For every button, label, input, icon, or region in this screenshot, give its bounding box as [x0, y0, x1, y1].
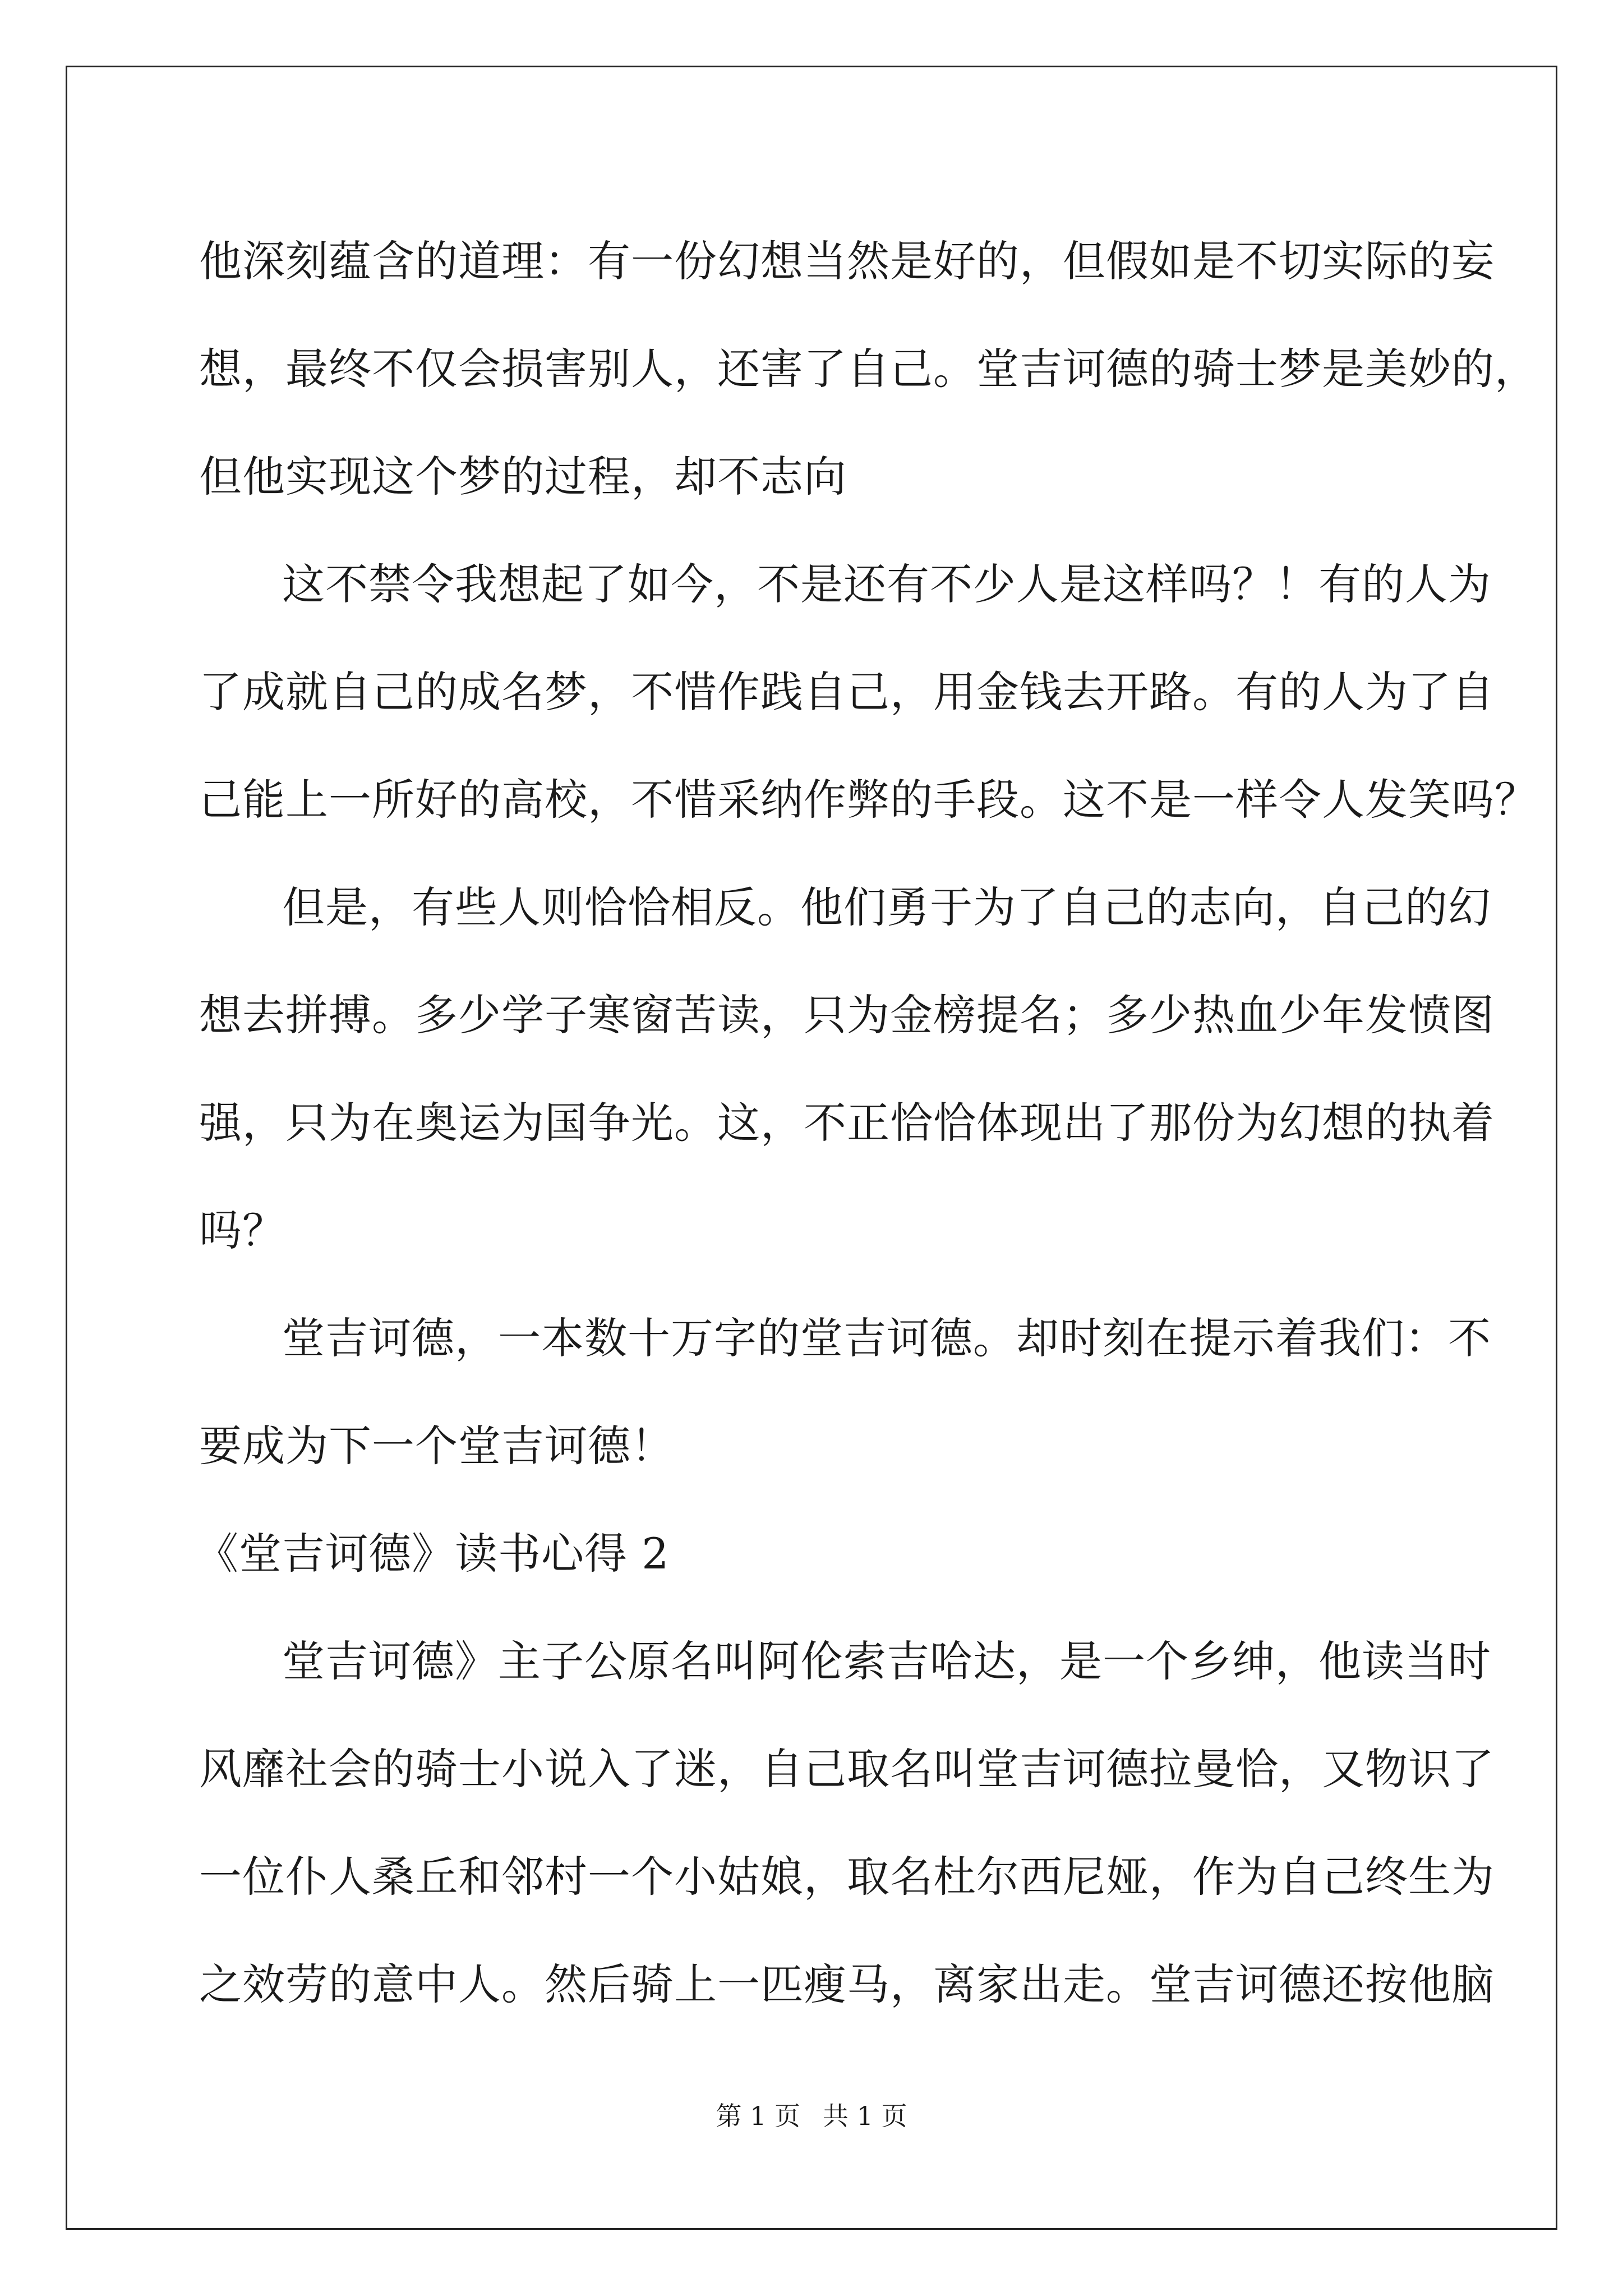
- page-number: 第 1 页: [716, 2101, 800, 2131]
- text-line-9: 强，只为在奥运为国争光。这，不正恰恰体现出了那份为幻想的执着: [199, 1098, 1495, 1148]
- text-line-8: 想去拼搏。多少学子寒窗苦读，只为金榜提名；多少热血少年发愤图: [199, 990, 1495, 1040]
- text-line-4: 这不禁令我想起了如今，不是还有不少人是这样吗？！有的人为: [282, 559, 1491, 609]
- text-line-11: 堂吉诃德，一本数十万字的堂吉诃德。却时刻在提示着我们：不: [282, 1313, 1491, 1363]
- text-line-12: 要成为下一个堂吉诃德！: [199, 1421, 674, 1471]
- document-body: [196, 208, 1538, 2039]
- text-line-1: 他深刻蕴含的道理：有一份幻想当然是好的，但假如是不切实际的妄: [199, 236, 1495, 286]
- text-line-2: 想，最终不仅会损害别人，还害了自己。堂吉诃德的骑士梦是美妙的，: [199, 344, 1538, 394]
- text-line-17: 之效劳的意中人。然后骑上一匹瘦马，离家出走。堂吉诃德还按他脑: [199, 1959, 1495, 2009]
- text-line-5: 了成就自己的成名梦，不惜作践自己，用金钱去开路。有的人为了自: [199, 667, 1495, 717]
- section-heading: 《堂吉诃德》读书心得 2: [196, 1529, 670, 1579]
- text-line-3: 但他实现这个梦的过程，却不志向: [199, 452, 847, 501]
- text-line-15: 风靡社会的骑士小说入了迷，自己取名叫堂吉诃德拉曼恰，又物识了: [199, 1744, 1495, 1794]
- page-total: 共 1 页: [823, 2101, 907, 2131]
- page-footer: [0, 2099, 1623, 2133]
- text-line-14: 堂吉诃德》主子公原名叫阿伦索吉哈达，是一个乡绅，他读当时: [282, 1636, 1491, 1686]
- text-line-16: 一位仆人桑丘和邻村一个小姑娘，取名杜尔西尼娅，作为自己终生为: [199, 1852, 1495, 1902]
- text-line-10: 吗？: [199, 1205, 285, 1255]
- text-line-7: 但是，有些人则恰恰相反。他们勇于为了自己的志向，自己的幻: [282, 882, 1491, 932]
- text-line-6: 己能上一所好的高校，不惜采纳作弊的手段。这不是一样令人发笑吗？: [199, 775, 1538, 825]
